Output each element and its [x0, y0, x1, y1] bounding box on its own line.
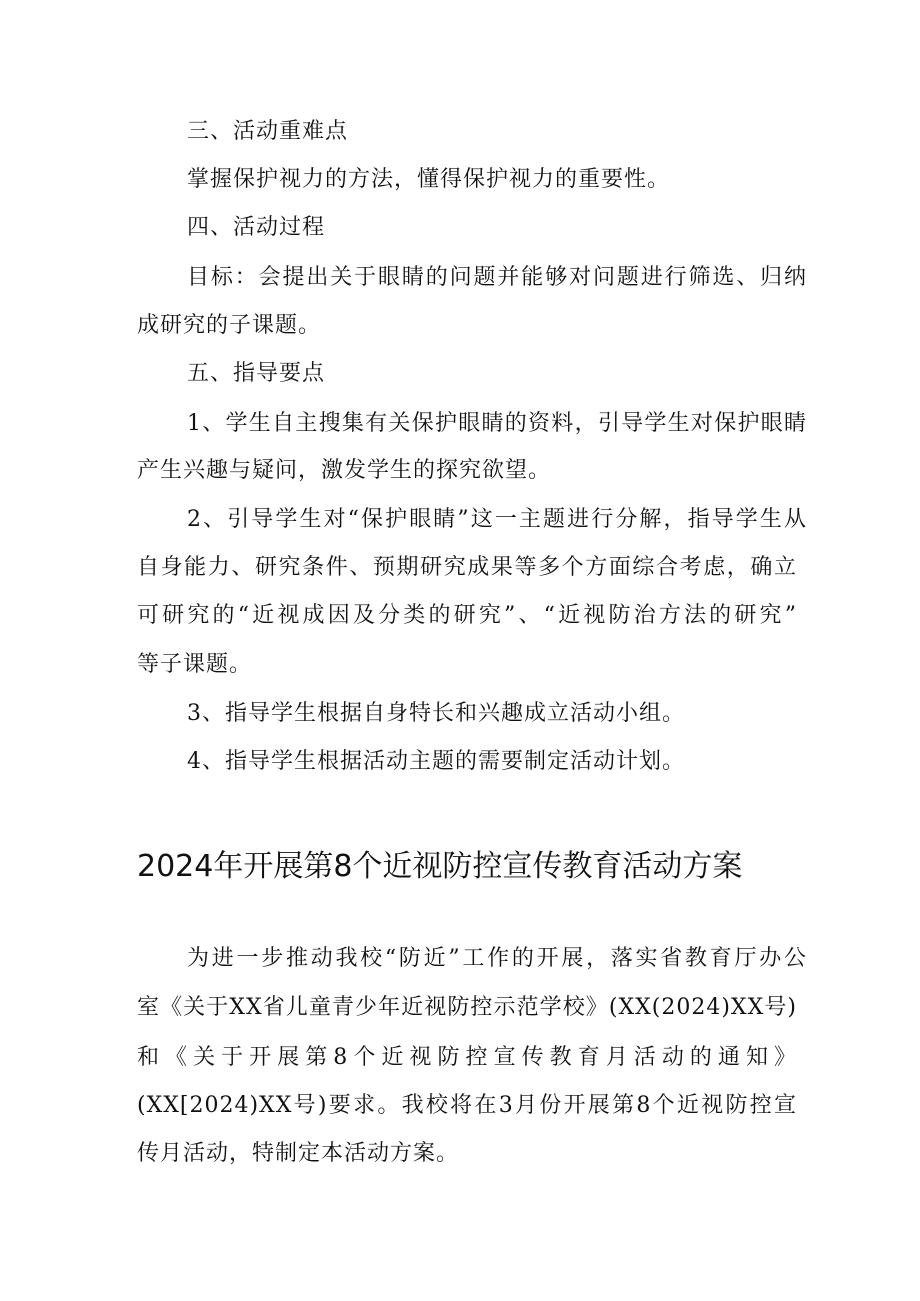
section5-item2-line3: 可研究的“近视成因及分类的研究”、“近视防治方法的研究” — [137, 603, 797, 628]
section5-item3: 3、指导学生根据自身特长和兴趣成立活动小组。 — [187, 701, 685, 726]
section5-item1-line1: 1、学生自主搜集有关保护眼睛的资料，引导学生对保护眼睛 — [187, 411, 807, 436]
section5-item2-line4: 等子课题。 — [137, 652, 253, 677]
section4-heading: 四、活动过程 — [187, 215, 326, 240]
section4-goal-line1: 目标：会提出关于眼睛的问题并能够对问题进行筛选、归纳 — [187, 265, 807, 290]
section5-item2-line1: 2、引导学生对“保护眼睛”这一主题进行分解，指导学生从 — [187, 507, 807, 532]
intro-line2: 室《关于XX省儿童青少年近视防控示范学校》(XX(2024)XX号) — [137, 995, 797, 1020]
section5-heading: 五、指导要点 — [187, 361, 326, 386]
section5-item2-line2: 自身能力、研究条件、预期研究成果等多个方面综合考虑，确立 — [137, 555, 797, 580]
section5-item1-line2: 产生兴趣与疑问，激发学生的探究欲望。 — [137, 458, 552, 483]
intro-line3: 和《关于开展第8个近视防控宣传教育月活动的通知》 — [137, 1045, 797, 1070]
section3-text: 掌握保护视力的方法，懂得保护视力的重要性。 — [187, 167, 671, 192]
intro-line1: 为进一步推动我校“防近”工作的开展，落实省教育厅办公 — [187, 946, 807, 971]
intro-line4: (XX[2024)XX号)要求。我校将在3月份开展第8个近视防控宣 — [137, 1093, 797, 1118]
section4-goal-line2: 成研究的子课题。 — [137, 313, 322, 338]
section3-heading: 三、活动重难点 — [187, 119, 349, 144]
document-title: 2024年开展第8个近视防控宣传教育活动方案 — [137, 849, 743, 884]
intro-line5: 传月活动，特制定本活动方案。 — [137, 1141, 460, 1166]
section5-item4: 4、指导学生根据活动主题的需要制定活动计划。 — [187, 749, 685, 774]
